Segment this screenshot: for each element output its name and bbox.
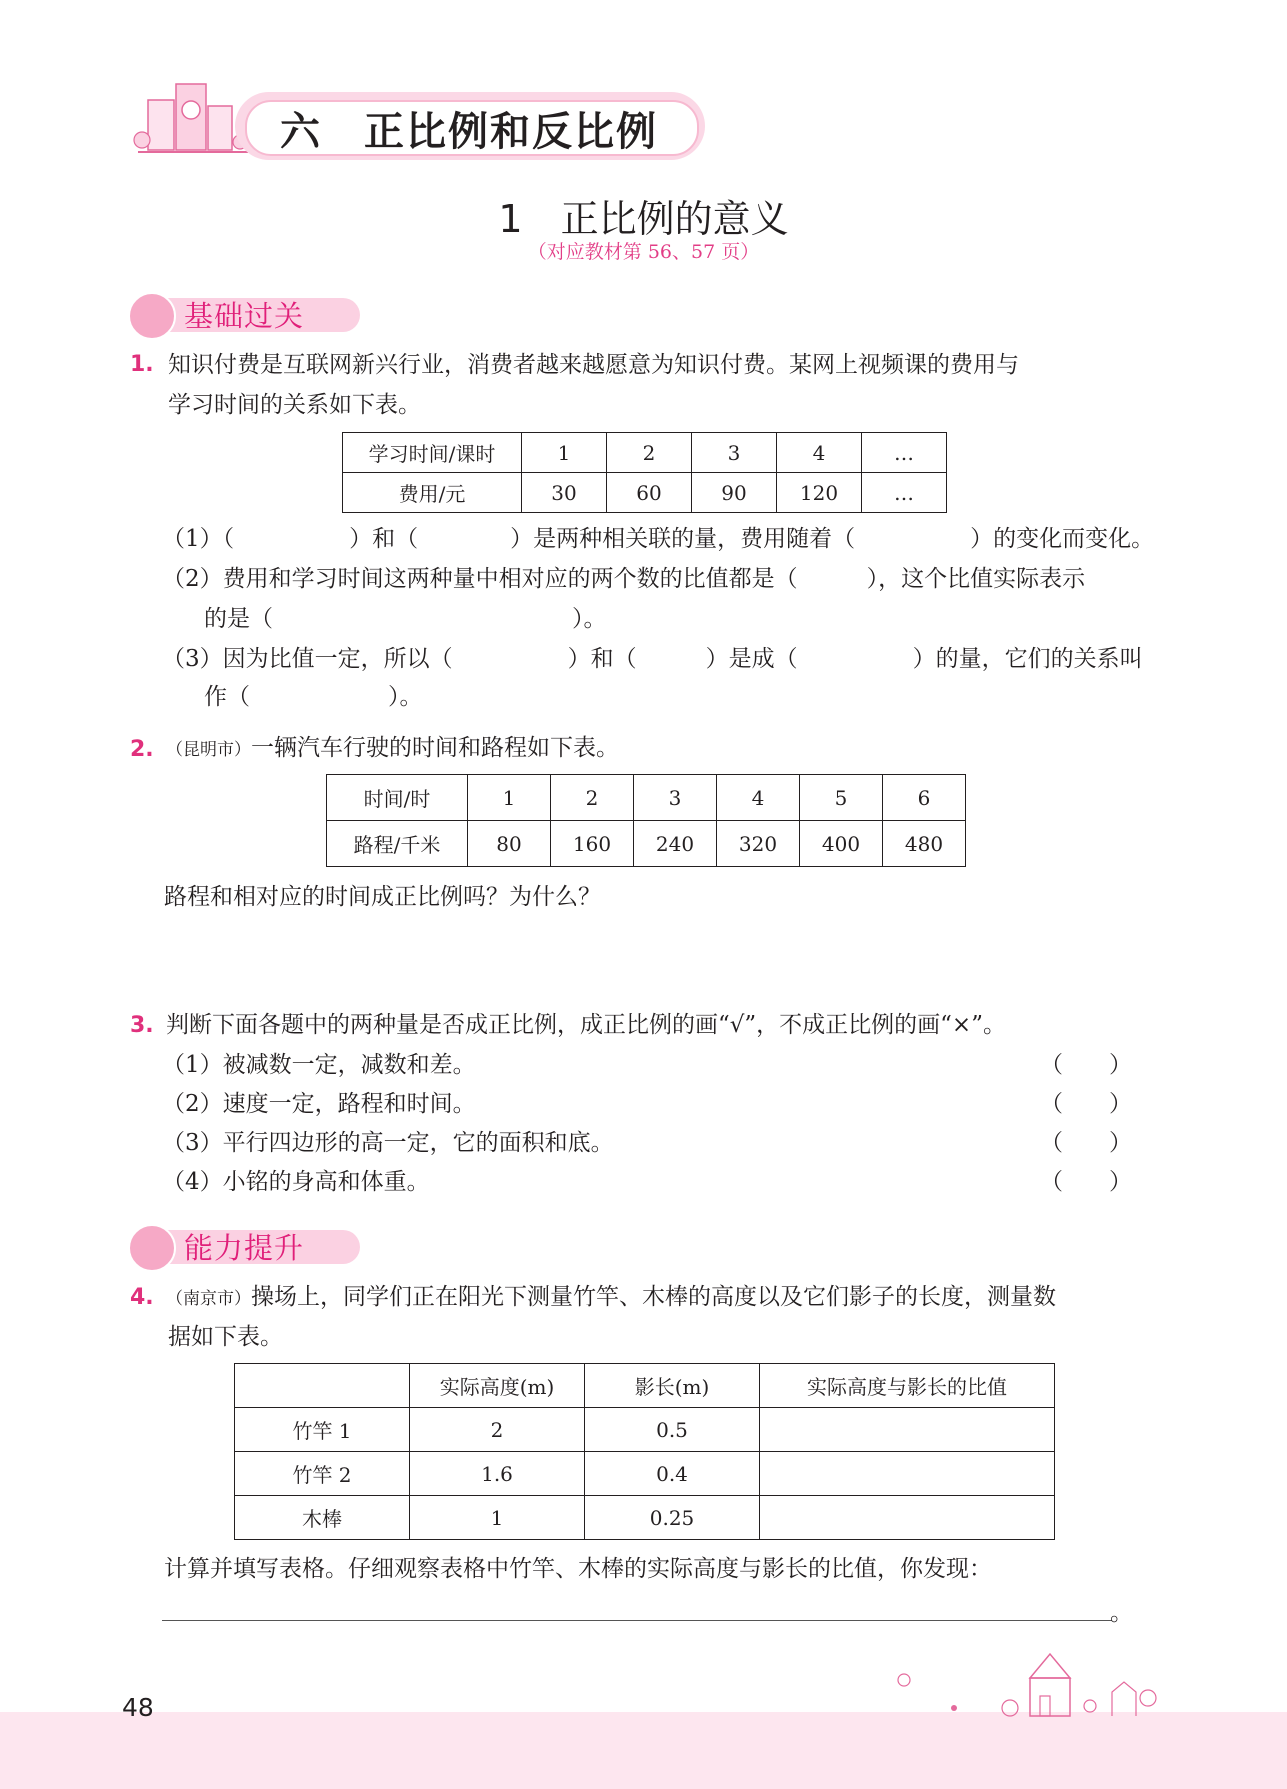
table-row [343,473,947,513]
q1-table [342,432,947,513]
answer-cell[interactable] [760,1408,1055,1452]
table-cell: 实际高度(m) [410,1364,585,1408]
table-cell: 木棒 [235,1496,410,1540]
table-row [235,1452,1055,1496]
question-number-2: 2. [130,737,154,762]
table-cell: 160 [551,821,634,867]
q4-text-body: 操场上，同学们正在阳光下测量竹竿、木棒的高度以及它们影子的长度，测量数 [251,1284,1056,1310]
table-cell: 0.25 [585,1496,760,1540]
q4-end-mark: 。 [1110,1600,1133,1626]
table-row [235,1364,1055,1408]
section-header-advanced [128,1224,368,1268]
table-row [343,433,947,473]
q3-item-4: （4）小铭的身高和体重。 [162,1169,430,1195]
q2-text-body: 一辆汽车行驶的时间和路程如下表。 [251,735,619,761]
table-cell: … [862,473,947,513]
q4-text-line2: 据如下表。 [168,1324,283,1350]
table-cell: 320 [717,821,800,867]
table-cell: 240 [634,821,717,867]
section-title: 1 正比例的意义 [498,197,789,241]
footer-band [0,1712,1287,1789]
table-cell: 实际高度与影长的比值 [760,1364,1055,1408]
table-cell: 1 [410,1496,585,1540]
table-cell: 5 [800,775,883,821]
table-cell: 0.4 [585,1452,760,1496]
table-cell: 30 [522,473,607,513]
q3-item-1: （1）被减数一定，减数和差。 [162,1052,476,1078]
table-cell: 4 [717,775,800,821]
table-cell [235,1364,410,1408]
table-cell: 竹竿 1 [235,1408,410,1452]
table-cell: 80 [468,821,551,867]
chapter-title: 六 正比例和反比例 [280,109,658,155]
table-cell: 2 [607,433,692,473]
q2-table [326,774,966,867]
table-cell: 2 [410,1408,585,1452]
q1-sub3-line1: （3）因为比值一定，所以（ ）和（ ）是成（ ）的量，它们的关系叫 [162,646,1143,672]
table-cell: 1.6 [410,1452,585,1496]
table-cell: 2 [551,775,634,821]
table-cell: 3 [634,775,717,821]
q2-text [166,733,619,765]
table-cell: 学习时间/课时 [343,433,522,473]
table-row [327,775,966,821]
table-cell: 4 [777,433,862,473]
table-cell: 竹竿 2 [235,1452,410,1496]
q2-source: （昆明市） [166,740,251,760]
table-cell: 0.5 [585,1408,760,1452]
table-row [235,1408,1055,1452]
q3-answer-paren-1[interactable]: （ ） [1040,1052,1132,1078]
question-number-4: 4. [130,1285,154,1310]
q3-text: 判断下面各题中的两种量是否成正比例，成正比例的画“√”，不成正比例的画“×”。 [166,1012,1006,1038]
question-number-3: 3. [130,1013,154,1038]
q3-answer-paren-3[interactable]: （ ） [1040,1130,1132,1156]
page-number: 48 [122,1693,154,1722]
table-cell: 1 [522,433,607,473]
table-cell: 1 [468,775,551,821]
table-cell: 120 [777,473,862,513]
globe-icon [128,1224,176,1272]
table-cell: 影长(m) [585,1364,760,1408]
table-cell: 3 [692,433,777,473]
q4-instruction: 计算并填写表格。仔细观察表格中竹竿、木棒的实际高度与影长的比值，你发现： [164,1556,992,1582]
q4-source: （南京市） [166,1289,251,1309]
globe-icon [128,292,176,340]
table-row [327,821,966,867]
q3-item-3: （3）平行四边形的高一定，它的面积和底。 [162,1130,614,1156]
q3-item-2: （2）速度一定，路程和时间。 [162,1091,476,1117]
q4-table [234,1363,1055,1540]
table-cell: 60 [607,473,692,513]
q1-sub2-line2: 的是（ ）。 [204,606,607,632]
table-row [235,1496,1055,1540]
q1-text-line1: 知识付费是互联网新兴行业，消费者越来越愿意为知识付费。某网上视频课的费用与 [168,352,1019,378]
answer-cell[interactable] [760,1496,1055,1540]
table-cell: 90 [692,473,777,513]
q1-sub3-line2: 作（ ）。 [204,684,423,710]
answer-cell[interactable] [760,1452,1055,1496]
table-cell: 时间/时 [327,775,468,821]
q3-answer-paren-2[interactable]: （ ） [1040,1091,1132,1117]
q1-sub2-line1: （2）费用和学习时间这两种量中相对应的两个数的比值都是（ ），这个比值实际表示 [162,566,1086,592]
answer-line[interactable] [162,1620,1112,1621]
section-header-basic [128,292,368,336]
section-label-basic: 基础过关 [184,299,305,333]
q1-sub1: （1）（ ）和（ ）是两种相关联的量，费用随着（ ）的变化而变化。 [162,526,1155,552]
table-cell: 6 [883,775,966,821]
table-cell: 费用/元 [343,473,522,513]
table-cell: … [862,433,947,473]
table-cell: 400 [800,821,883,867]
q4-text-line1 [166,1282,1056,1314]
table-cell: 480 [883,821,966,867]
castle-decoration [880,1648,1160,1718]
section-label-advanced: 能力提升 [184,1231,305,1265]
question-number-1: 1. [130,352,154,377]
section-reference: （对应教材第 56、57 页） [527,241,760,263]
table-cell: 路程/千米 [327,821,468,867]
q1-text-line2: 学习时间的关系如下表。 [168,392,421,418]
q2-question: 路程和相对应的时间成正比例吗？为什么？ [164,884,601,910]
q3-answer-paren-4[interactable]: （ ） [1040,1169,1132,1195]
